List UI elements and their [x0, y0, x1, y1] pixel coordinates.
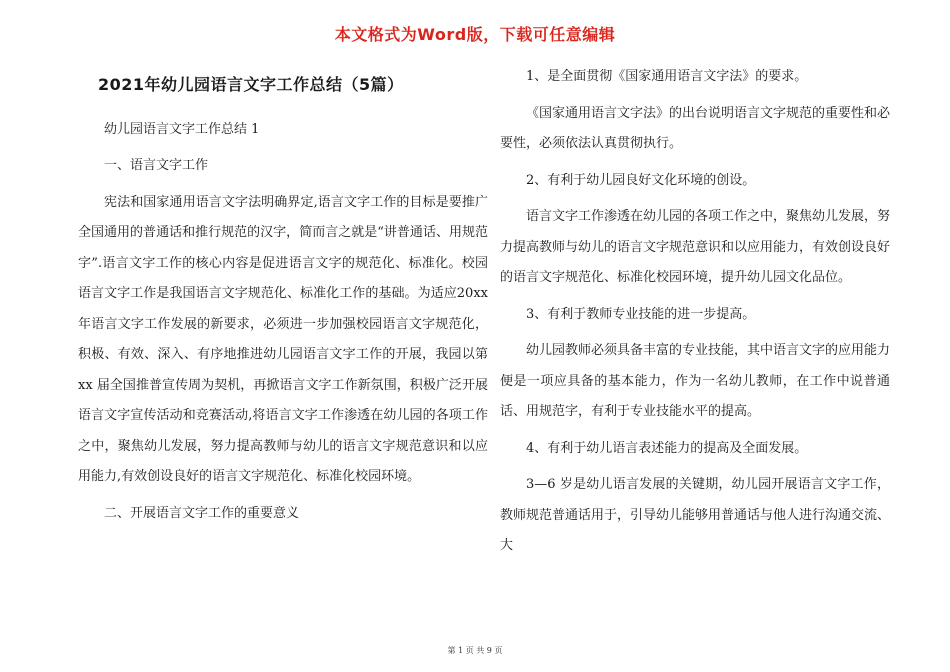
numbered-heading: 4、有利于幼儿语言表述能力的提高及全面发展。 — [526, 440, 808, 456]
numbered-heading: 2、有利于幼儿园良好文化环境的创设。 — [526, 172, 756, 188]
body-paragraph: 幼儿园教师必须具备丰富的专业技能，其中语言文字的应用能力便是一项应具备的基本能力，作为一名幼儿教师，在工作中说普通话、用规范字，有利于专业技能水平的提高。 — [500, 343, 891, 419]
section-heading: 幼儿园语言文字工作总结 1 — [104, 121, 260, 137]
numbered-heading: 3、有利于教师专业技能的进一步提高。 — [526, 306, 756, 322]
body-paragraph: 3—6 岁是幼儿语言发展的关键期，幼儿园开展语言文字工作，教师规范普通话用于，引导幼儿能够用普通话与他人进行沟通交流、大 — [500, 477, 891, 553]
right-column — [500, 62, 890, 562]
body-paragraph: 《国家通用语言文字法》的出台说明语言文字规范的重要性和必要性，必须依法认真贯彻执行。 — [500, 105, 891, 151]
left-column — [78, 62, 488, 529]
section-heading: 二、开展语言文字工作的重要意义 — [104, 505, 300, 521]
section-heading: 一、语言文字工作 — [104, 158, 209, 173]
document-banner: 本文格式为Word版，下载可任意编辑 — [334, 25, 616, 44]
body-paragraph: 宪法和国家通用语言文字法明确界定,语言文字工作的目标是要推广全国通用的普通话和推行规范的汉字，简而言之就是“讲普通话、用规范字”.语言文字工作的核心内容是促进语言文字的规范化、标准化。校园语言文字工作是我国语言文字规范化、标准化工作的基础。为适应20xx年语言文字工作发展的新要求，必须进一步加强校园语言文字规范化，积极、有效、深入、有序地推进幼儿园语言文字工作的开展，我园以第 xx 届全国推普宣传周为契机，再掀语言文字工作新氛围，积极广泛开展语言文字宣传活动和竞赛活动,将语言文字工作渗透在幼儿园的各项工作之中，聚焦幼儿发展，努力提高教师与幼儿的语言文字规范意识和以应用能力,有效创设良好的语言文字规范化、标准化校园环境。 — [78, 194, 488, 484]
document-title: 2021年幼儿园语言文字工作总结（5篇） — [98, 75, 404, 94]
numbered-heading: 1、是全面贯彻《国家通用语言文字法》的要求。 — [526, 69, 808, 84]
page-number: 第 1 页 共 9 页 — [447, 646, 503, 655]
body-paragraph: 语言文字工作渗透在幼儿园的各项工作之中，聚焦幼儿发展，努力提高教师与幼儿的语言文字规范意识和以应用能力，有效创设良好的语言文字规范化、标准化校园环境，提升幼儿园文化品位。 — [500, 209, 891, 285]
